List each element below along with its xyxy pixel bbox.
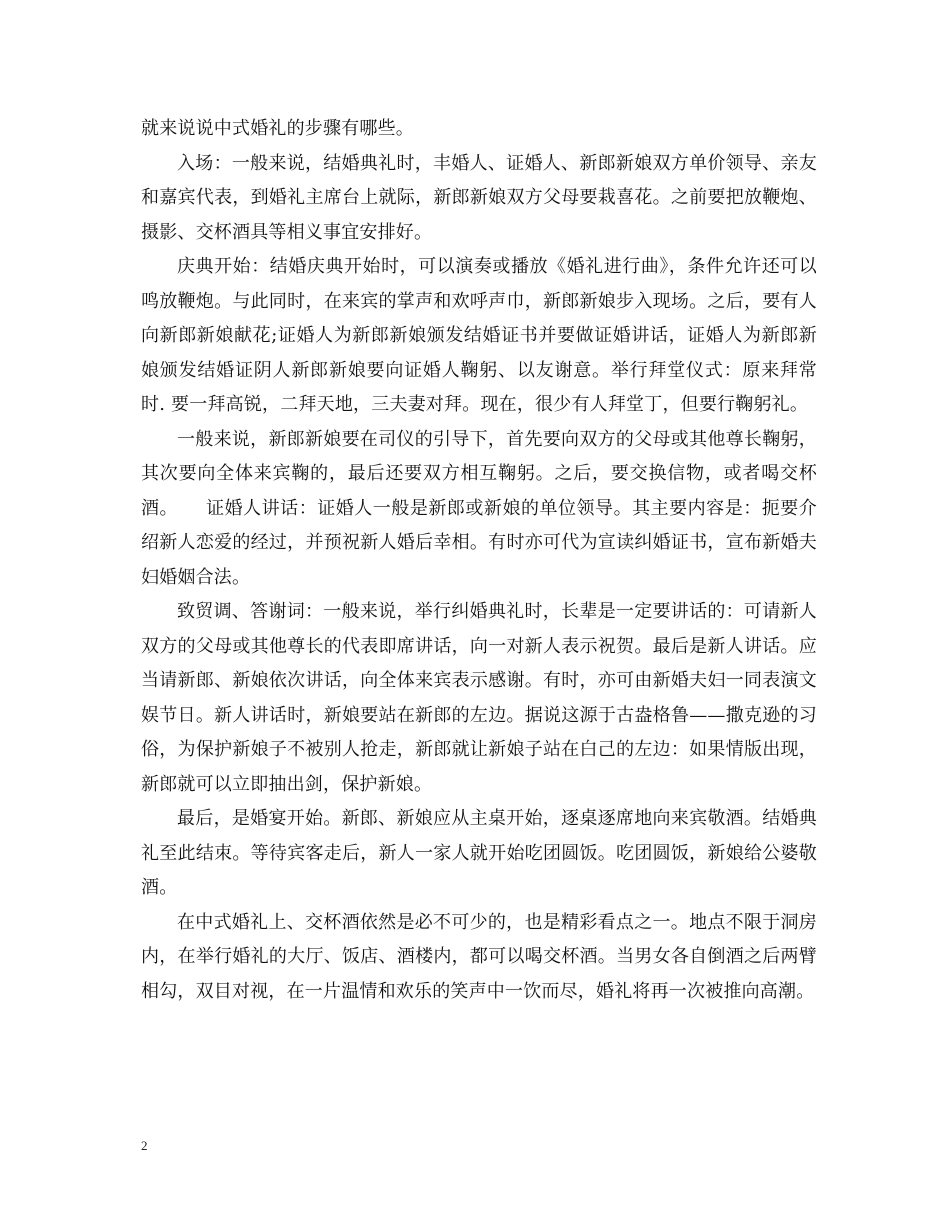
paragraph-banquet: 最后，是婚宴开始。新郎、新娘应从主桌开始，逐桌逐席地向来宾敬酒。结婚典礼至此结朿。等待宾客走后，新人一家人就开始吃团圆饭。吃团圆饭，新娘给公婆敬酒。 [141,808,817,898]
paragraph-bowing: 一般来说，新郎新娘要在司仪的引导下，首先要向双方的父母或其他尊长鞠躬，其次要向全体来宾鞠的，最后还要双方相互鞠躬。之后，要交换信物，或者喝交杯酒。 证婚人讲话：证婚人一般是新郎或新娘的单位领导。其主要内容是：扼要介绍新人恋爱的经过，并预祝新人婚后幸相。有时亦可代为宣读纠婚证书，宣布新婚夫妇婚姻合法。 [141,428,817,588]
paragraph-toast: 在中式婚礼上、交杯酒依然是必不可少的，也是精彩看点之一。地点不限于洞房内，在举行婚礼的大厅、饭店、酒楼内，都可以喝交杯酒。当男女各自倒酒之后两臂相勾，双目对视，在一片温情和欢乐的笑声中一饮而尽，婚礼将再一次被推向高潮。 [141,911,817,1002]
paragraph-ceremony-start: 庆典开始：结婚庆典开始时，可以演奏或播放《婚礼进行曲》，条件允许还可以鸣放鞭炮。与此同时，在来宾的掌声和欢呼声巾，新郎新娘步入现场。之后，要有人向新郎新娘献花;证婚人为新郎新娘颁发结婚证书并要做证婚讲话，证婚人为新郎新娘颁发结婚证阴人新郎新娘要向证婚人鞠躬、以友谢意。举行拜堂仪式：原来拜常时. 要一拜高锐，二拜天地，三夫妻对拜。现在，很少有人拜堂丁，但要行鞠躬礼。 [141,256,817,415]
paragraph-entrance: 入场：一般来说，结婚典礼时，丰婚人、证婚人、新郎新娘双方单价领导、亲友和嘉宾代表，到婚礼主席台上就际，新郎新娘双方父母要栽喜花。之前要把放鞭炮、摄影、交杯酒具等相义事宜安排好。 [141,152,817,243]
page-number: 2 [141,1138,148,1153]
document-body [141,112,817,1009]
paragraph-intro: 就来说说中式婚礼的步骤有哪些。 [141,118,414,139]
paragraph-speeches: 致贸调、答谢词：一般来说，举行纠婚典礼时，长辈是一定要讲话的：可请新人双方的父母或其他尊长的代表即席讲话，向一对新人表示祝贺。最后是新人讲话。应当请新郎、新娘依次讲话，向全体来宾表示感谢。有时，亦可由新婚夫妇一同表演文娱节日。新人讲话时，新娘要站在新郎的左边。据说这源于古盎格鲁——撒克逊的习俗，为保护新娘子不被别人抢走，新郎就让新娘子站在白己的左边：如果情版出现，新郎就可以立即抽出剑，保护新娘。 [141,601,817,795]
